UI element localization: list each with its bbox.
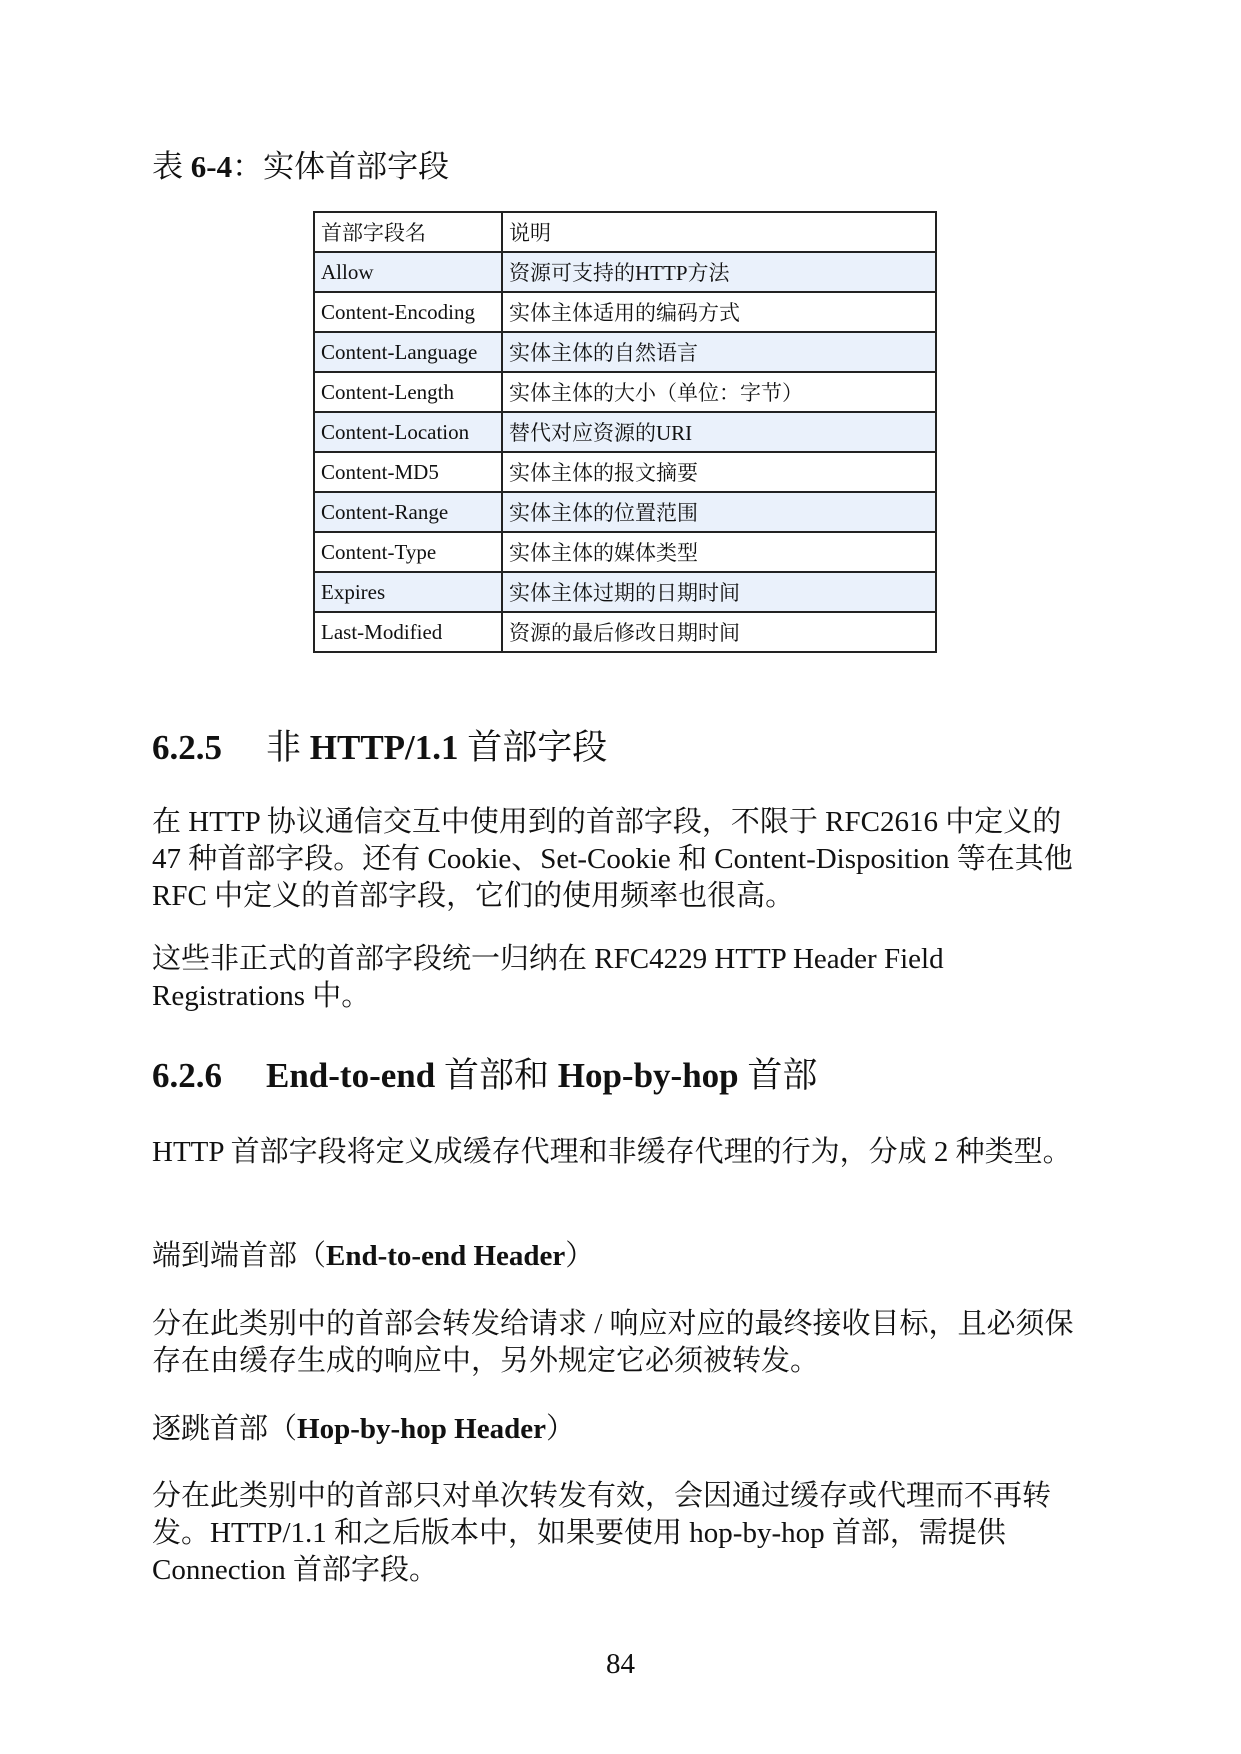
subheading-hop-by-hop bbox=[152, 1411, 575, 1448]
field-desc-cell: 实体主体的大小（单位：字节） bbox=[502, 372, 936, 412]
field-desc-cell: 实体主体的自然语言 bbox=[502, 332, 936, 372]
subheading-text: 逐跳首部（ bbox=[152, 1413, 298, 1445]
field-name-cell: Allow bbox=[314, 252, 502, 292]
table-row bbox=[314, 532, 936, 572]
field-desc-cell: 资源的最后修改日期时间 bbox=[502, 612, 936, 652]
subheading-bold-text: End-to-end Header bbox=[326, 1240, 566, 1272]
field-name-cell: Expires bbox=[314, 572, 502, 612]
field-name-cell: Content-MD5 bbox=[314, 452, 502, 492]
subheading-text: ） bbox=[545, 1413, 575, 1445]
caption-number: 6-4 bbox=[190, 149, 233, 184]
subheading-text: ） bbox=[565, 1240, 595, 1272]
subheading-bold-text: Hop-by-hop Header bbox=[297, 1413, 546, 1445]
field-desc-cell: 实体主体的位置范围 bbox=[502, 492, 936, 532]
table-row bbox=[314, 612, 936, 652]
subheading-text: 端到端首部（ bbox=[152, 1240, 327, 1272]
field-desc-cell: 替代对应资源的URI bbox=[502, 412, 936, 452]
heading-text: 首部字段 bbox=[458, 728, 608, 767]
table-row bbox=[314, 572, 936, 612]
paragraph: 这些非正式的首部字段统一归纳在 RFC4229 HTTP Header Field Registrations 中。 bbox=[152, 943, 944, 1012]
section-number: 6.2.6 bbox=[152, 1056, 222, 1095]
heading-text: 首部 bbox=[738, 1056, 818, 1095]
caption-prefix: 表 bbox=[152, 149, 191, 184]
field-name-cell: Content-Encoding bbox=[314, 292, 502, 332]
field-name-cell: Content-Length bbox=[314, 372, 502, 412]
field-name-cell: Content-Language bbox=[314, 332, 502, 372]
heading-bold-text: End-to-end bbox=[266, 1056, 436, 1095]
paragraph: 分在此类别中的首部会转发给请求 / 响应对应的最终接收目标，且必须保存在由缓存生成的响应中，另外规定它必须被转发。 bbox=[152, 1308, 1074, 1377]
subheading-end-to-end bbox=[152, 1238, 594, 1275]
section-heading-6-2-5 bbox=[152, 726, 607, 770]
paragraph: 在 HTTP 协议通信交互中使用到的首部字段，不限于 RFC2616 中定义的 47 种首部字段。还有 Cookie、Set-Cookie 和 Content-Disposition 等在其他 RFC 中定义的首部字段，它们的使用频率也很高。 bbox=[152, 806, 1073, 912]
table-row bbox=[314, 292, 936, 332]
table-row bbox=[314, 372, 936, 412]
column-header-name: 首部字段名 bbox=[314, 212, 502, 252]
field-desc-cell: 实体主体过期的日期时间 bbox=[502, 572, 936, 612]
entity-header-table bbox=[313, 211, 937, 653]
table-header-row bbox=[314, 212, 936, 252]
field-desc-cell: 实体主体适用的编码方式 bbox=[502, 292, 936, 332]
heading-text: 首部和 bbox=[435, 1056, 558, 1095]
heading-bold-text: Hop-by-hop bbox=[557, 1056, 739, 1095]
field-name-cell: Content-Range bbox=[314, 492, 502, 532]
section-number: 6.2.5 bbox=[152, 728, 222, 767]
column-header-description: 说明 bbox=[502, 212, 936, 252]
paragraph: HTTP 首部字段将定义成缓存代理和非缓存代理的行为，分成 2 种类型。 bbox=[152, 1136, 1072, 1168]
table-row bbox=[314, 332, 936, 372]
field-desc-cell: 资源可支持的HTTP方法 bbox=[502, 252, 936, 292]
heading-bold-text: HTTP/1.1 bbox=[309, 728, 459, 767]
heading-text: 非 bbox=[266, 728, 310, 767]
field-name-cell: Content-Type bbox=[314, 532, 502, 572]
paragraph: 分在此类别中的首部只对单次转发有效，会因通过缓存或代理而不再转发。HTTP/1.1 和之后版本中，如果要使用 hop-by-hop 首部，需提供 Connection 首部字段。 bbox=[152, 1480, 1052, 1586]
section-heading-6-2-6 bbox=[152, 1054, 817, 1098]
field-name-cell: Content-Location bbox=[314, 412, 502, 452]
caption-separator: ： bbox=[232, 149, 264, 184]
field-name-cell: Last-Modified bbox=[314, 612, 502, 652]
table-row bbox=[314, 452, 936, 492]
table-row bbox=[314, 252, 936, 292]
page-number: 84 bbox=[606, 1648, 635, 1680]
table-row bbox=[314, 412, 936, 452]
field-desc-cell: 实体主体的媒体类型 bbox=[502, 532, 936, 572]
table-row bbox=[314, 492, 936, 532]
field-desc-cell: 实体主体的报文摘要 bbox=[502, 452, 936, 492]
caption-title: 实体首部字段 bbox=[263, 149, 450, 184]
table-caption bbox=[152, 146, 449, 188]
